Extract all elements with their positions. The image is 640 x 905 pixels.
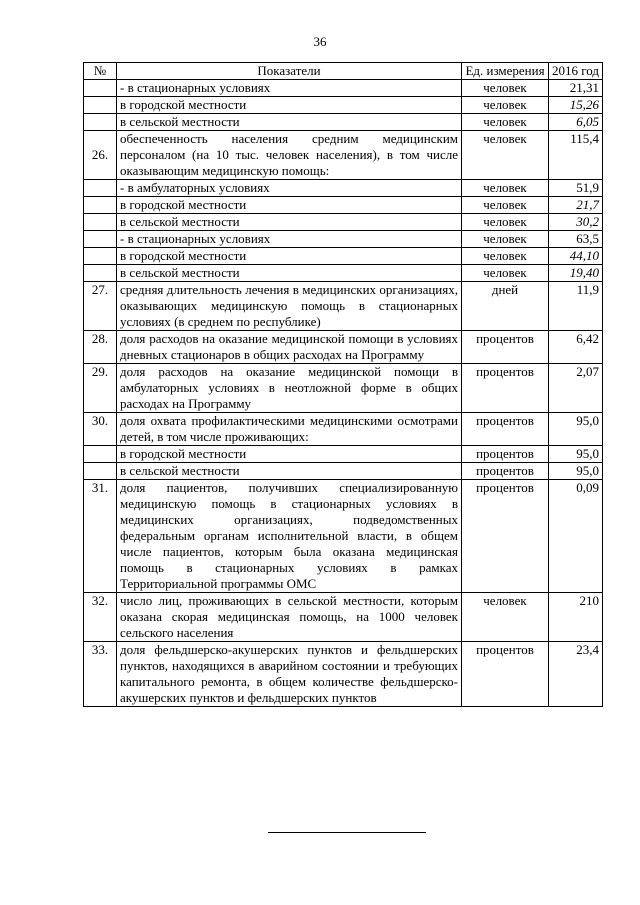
row-unit: человек [462, 80, 549, 97]
table-row [84, 114, 603, 131]
indicators-table [83, 62, 603, 707]
row-value: 6,42 [549, 331, 603, 364]
row-number: 29. [84, 364, 117, 413]
row-value: 115,4 [549, 131, 603, 180]
row-unit: процентов [462, 480, 549, 593]
row-unit: процентов [462, 642, 549, 707]
table-row [84, 214, 603, 231]
row-value: 210 [549, 593, 603, 642]
row-number [84, 231, 117, 248]
header-num: № [84, 63, 117, 80]
row-value: 44,10 [549, 248, 603, 265]
row-value: 11,9 [549, 282, 603, 331]
row-unit: процентов [462, 331, 549, 364]
row-unit: процентов [462, 364, 549, 413]
page-number: 36 [313, 34, 327, 49]
row-number: 31. [84, 480, 117, 593]
row-number [84, 463, 117, 480]
table-row [84, 80, 603, 97]
row-unit: человек [462, 265, 549, 282]
table-row [84, 248, 603, 265]
table-row [84, 480, 603, 593]
header-year: 2016 год [549, 63, 603, 80]
row-unit: человек [462, 131, 549, 180]
row-unit: человек [462, 180, 549, 197]
row-indicator: в городской местности [117, 248, 462, 265]
row-value: 30,2 [549, 214, 603, 231]
row-unit: человек [462, 593, 549, 642]
table-row [84, 331, 603, 364]
table-row [84, 446, 603, 463]
row-number [84, 197, 117, 214]
row-value: 0,09 [549, 480, 603, 593]
row-indicator: в городской местности [117, 197, 462, 214]
table-row [84, 413, 603, 446]
row-value: 95,0 [549, 413, 603, 446]
row-unit: дней [462, 282, 549, 331]
row-value: 95,0 [549, 446, 603, 463]
row-number: 28. [84, 331, 117, 364]
table-row [84, 197, 603, 214]
row-indicator: в сельской местности [117, 463, 462, 480]
row-unit: человек [462, 97, 549, 114]
row-value: 15,26 [549, 97, 603, 114]
table-row [84, 131, 603, 180]
row-number: 26. [84, 131, 117, 180]
row-unit: человек [462, 214, 549, 231]
row-number [84, 265, 117, 282]
row-indicator: в сельской местности [117, 265, 462, 282]
row-indicator: доля охвата профилактическими медицинскими осмотрами детей, в том числе проживающих: [117, 413, 462, 446]
header-unit: Ед. измерения [462, 63, 549, 80]
row-unit: человек [462, 197, 549, 214]
row-value: 23,4 [549, 642, 603, 707]
row-number [84, 248, 117, 265]
row-indicator: в сельской местности [117, 214, 462, 231]
table-row [84, 364, 603, 413]
row-number [84, 446, 117, 463]
row-indicator: число лиц, проживающих в сельской местности, которым оказана скорая медицинская помощь, на 1000 человек сельского населения [117, 593, 462, 642]
row-number [84, 97, 117, 114]
row-number [84, 114, 117, 131]
header-indicators: Показатели [117, 63, 462, 80]
row-value: 2,07 [549, 364, 603, 413]
table-row [84, 180, 603, 197]
table-row [84, 97, 603, 114]
row-unit: человек [462, 248, 549, 265]
table-row [84, 231, 603, 248]
row-number [84, 80, 117, 97]
row-value: 19,40 [549, 265, 603, 282]
footer-rule [268, 832, 426, 833]
table-row [84, 642, 603, 707]
row-value: 6,05 [549, 114, 603, 131]
row-indicator: - в стационарных условиях [117, 231, 462, 248]
row-value: 51,9 [549, 180, 603, 197]
row-number: 32. [84, 593, 117, 642]
table-row [84, 463, 603, 480]
row-unit: человек [462, 231, 549, 248]
table-header-row [84, 63, 603, 80]
row-number [84, 180, 117, 197]
row-indicator: обеспеченность населения средним медицинским персоналом (на 10 тыс. человек населения), в том числе оказывающим медицинскую помощь: [117, 131, 462, 180]
row-value: 95,0 [549, 463, 603, 480]
row-unit: процентов [462, 446, 549, 463]
row-value: 63,5 [549, 231, 603, 248]
table-body [84, 80, 603, 707]
row-indicator: в городской местности [117, 97, 462, 114]
row-indicator: - в стационарных условиях [117, 80, 462, 97]
row-indicator: доля фельдшерско-акушерских пунктов и фельдшерских пунктов, находящихся в аварийном состоянии и требующих капитального ремонта, в общем количестве фельдшерско-акушерских пунктов и фельдшерских пунктов [117, 642, 462, 707]
row-indicator: доля пациентов, получивших специализированную медицинскую помощь в стационарных условиях в медицинских организациях, подведомственных федеральным органам исполнительной власти, в общем числе пациентов, которым была оказана медицинская помощь в стационарных условиях в рамках Территориальной программы ОМС [117, 480, 462, 593]
row-number [84, 214, 117, 231]
row-unit: процентов [462, 463, 549, 480]
row-number: 27. [84, 282, 117, 331]
row-value: 21,31 [549, 80, 603, 97]
row-indicator: - в амбулаторных условиях [117, 180, 462, 197]
row-number: 33. [84, 642, 117, 707]
row-indicator: доля расходов на оказание медицинской помощи в условиях дневных стационаров в общих расходах на Программу [117, 331, 462, 364]
row-indicator: средняя длительность лечения в медицинских организациях, оказывающих медицинскую помощь в стационарных условиях (в среднем по республике) [117, 282, 462, 331]
table-row [84, 593, 603, 642]
row-value: 21,7 [549, 197, 603, 214]
table-row [84, 282, 603, 331]
row-number: 30. [84, 413, 117, 446]
table-row [84, 265, 603, 282]
row-unit: процентов [462, 413, 549, 446]
row-indicator: в городской местности [117, 446, 462, 463]
row-indicator: доля расходов на оказание медицинской помощи в амбулаторных условиях в неотложной форме в общих расходах на Программу [117, 364, 462, 413]
row-unit: человек [462, 114, 549, 131]
row-indicator: в сельской местности [117, 114, 462, 131]
